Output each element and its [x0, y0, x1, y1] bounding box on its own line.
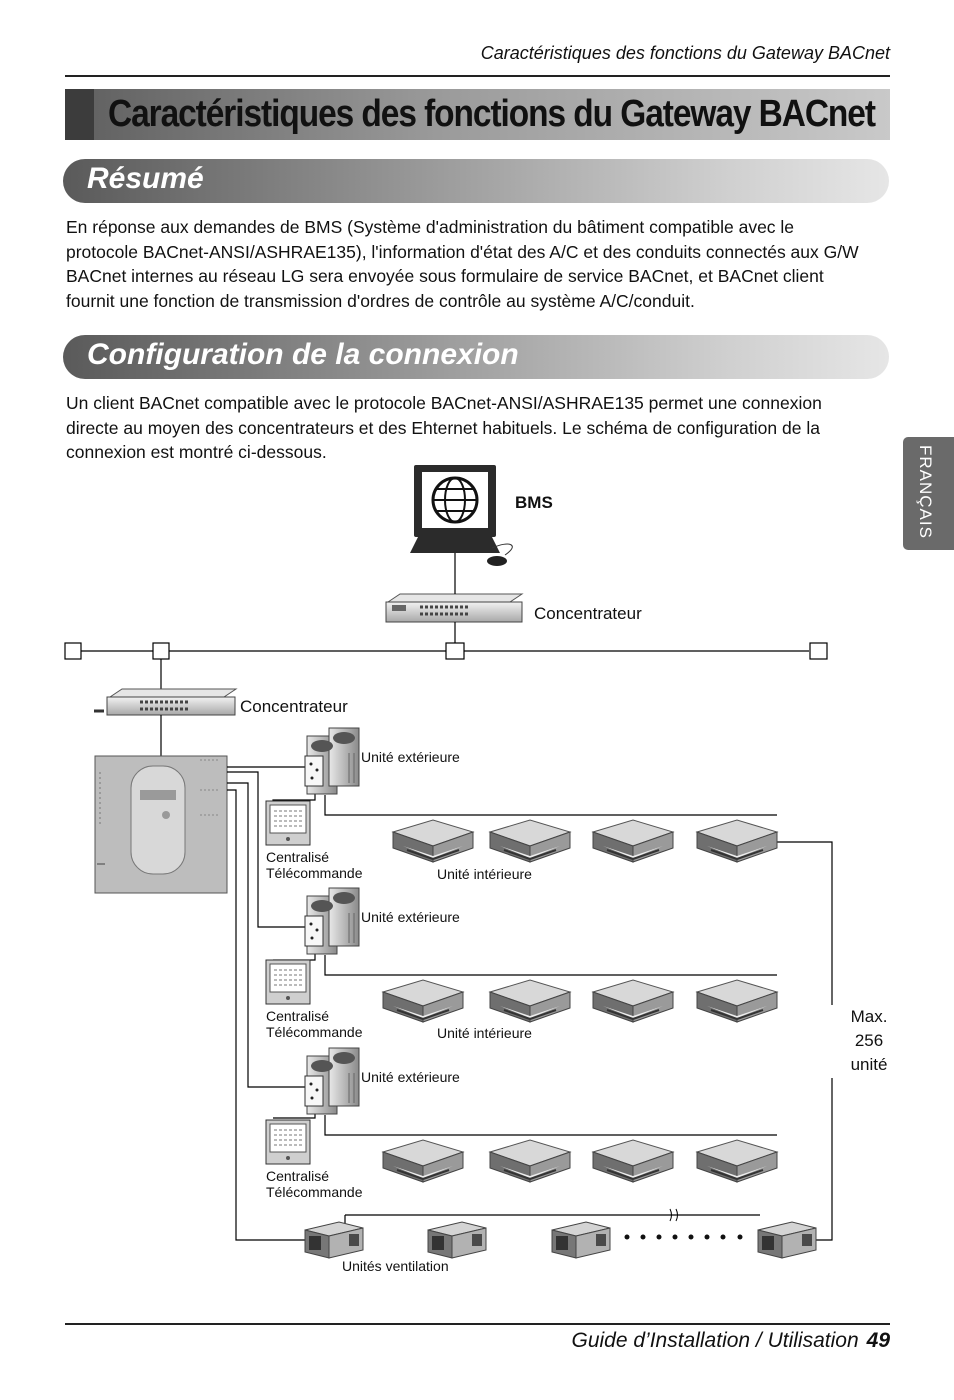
indoor-unit-icon — [490, 980, 570, 1022]
central-controller-1-icon — [266, 801, 310, 845]
hub-lower-icon — [94, 689, 236, 756]
page-number: 49 — [866, 1329, 890, 1352]
central-controller-label-1 — [266, 849, 363, 881]
section-title-configuration: Configuration de la connexion — [87, 338, 519, 371]
indoor-unit-icon — [490, 820, 570, 862]
outdoor-unit-label-1: Unité extérieure — [361, 749, 460, 765]
max-units-line1: Max. — [850, 1007, 888, 1026]
section-body-resume: En réponse aux demandes de BMS (Système d'administration du bâtiment compatible avec le protocole BACnet-ANSI/ASHRAE135), l'information d'état des A/C et des conduits connectés aux G/W BACnet internes au réseau LG sera envoyée sous formulaire de service BACnet, et BACnet client fournit une fonction de transmission d'ordres de contrôle au système A/C/conduit. — [66, 217, 859, 311]
outdoor-unit-label-2: Unité extérieure — [361, 909, 460, 925]
indoor-unit-icon — [383, 1140, 463, 1182]
hub-lower-label: Concentrateur — [240, 697, 348, 716]
indoor-unit-label-1: Unité intérieure — [437, 866, 532, 882]
footer — [520, 1329, 890, 1353]
hub-upper-icon — [386, 594, 522, 622]
central-controller-line2: Télécommande — [266, 1184, 363, 1200]
central-controller-line2: Télécommande — [266, 865, 363, 881]
indoor-unit-label-2: Unité intérieure — [437, 1025, 532, 1041]
footer-rule — [65, 1323, 890, 1325]
central-controller-line1: Centralisé — [266, 1168, 330, 1184]
ventilation-unit-icon — [305, 1222, 363, 1258]
central-controller-line1: Centralisé — [266, 1008, 330, 1024]
section-body-configuration: Un client BACnet compatible avec le protocole BACnet-ANSI/ASHRAE135 permet une connexion directe au moyen des concentrateurs et des Ehternet habituels. Le schéma de configuration de la connexion est montré ci-dessous. — [66, 393, 822, 462]
indoor-unit-icon — [697, 820, 777, 862]
page-title: Caractéristiques des fonctions du Gateway BACnet — [108, 93, 875, 135]
hub-upper-label: Concentrateur — [534, 604, 642, 623]
indoor-unit-icon — [393, 820, 473, 862]
section-title-resume: Résumé — [87, 162, 204, 195]
ellipsis-dots — [625, 1235, 743, 1240]
indoor-unit-icon — [383, 980, 463, 1022]
indoor-unit-icon — [593, 1140, 673, 1182]
outdoor-unit-3-icon — [305, 1048, 359, 1114]
language-tab-label: FRANÇAIS — [916, 445, 935, 539]
indoor-unit-icon — [697, 1140, 777, 1182]
central-controller-label-3 — [266, 1168, 363, 1200]
indoor-unit-icon — [697, 980, 777, 1022]
ventilation-label: Unités ventilation — [342, 1258, 449, 1274]
ventilation-unit-icon — [428, 1222, 486, 1258]
bms-label: BMS — [515, 493, 553, 512]
ventilation-unit-icon — [552, 1222, 610, 1258]
central-controller-3-icon — [266, 1120, 310, 1164]
central-controller-line1: Centralisé — [266, 849, 330, 865]
central-controller-2-icon — [266, 960, 310, 1004]
outdoor-unit-2-icon — [305, 888, 359, 954]
bacnet-gateway-icon — [95, 756, 227, 893]
bms-computer-icon — [410, 465, 512, 566]
central-controller-line2: Télécommande — [266, 1024, 363, 1040]
outdoor-unit-label-3: Unité extérieure — [361, 1069, 460, 1085]
max-units-line2: 256 — [854, 1031, 884, 1050]
outdoor-unit-1-icon — [305, 728, 359, 794]
footer-guide-title: Guide d’Installation / Utilisation — [571, 1329, 859, 1352]
max-units-label — [846, 1005, 892, 1077]
max-units-line3: unité — [850, 1055, 888, 1074]
indoor-unit-icon — [490, 1140, 570, 1182]
ventilation-unit-icon — [758, 1222, 816, 1258]
indoor-unit-icon — [593, 980, 673, 1022]
central-controller-label-2 — [266, 1008, 363, 1040]
indoor-unit-icon — [593, 820, 673, 862]
running-header: Caractéristiques des fonctions du Gateway BACnet — [480, 43, 890, 63]
